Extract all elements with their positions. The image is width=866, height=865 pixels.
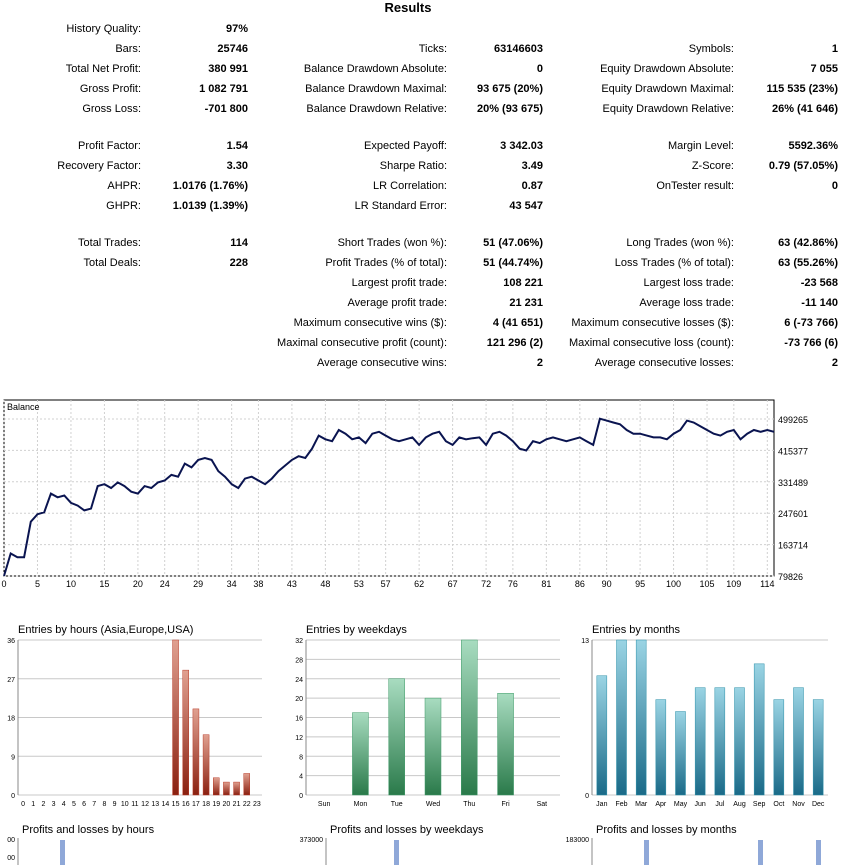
stat-value: 63146603 [494,43,543,55]
y-tick-label: 415377 [778,446,809,457]
x-tick-label: 67 [447,579,458,589]
stat-label: Gross Profit: [79,83,141,95]
profits-losses-by-weekdays-chart [280,820,570,865]
x-tick-label: May [673,801,688,808]
bar [461,640,477,795]
stat-value: 121 296 (2) [486,337,543,349]
y-tick-label: 79826 [778,572,804,582]
stat-label: Average profit trade: [347,297,447,309]
x-tick-label: 86 [574,579,585,589]
bar [244,773,250,795]
x-tick-label: 105 [699,579,715,589]
bar [813,700,823,795]
x-tick-label: 17 [192,801,200,808]
stat-label: Long Trades (won %): [626,237,734,249]
stat-label: Total Trades: [78,237,141,249]
x-tick-label: 48 [320,579,331,589]
stat-label: OnTester result: [656,180,734,192]
stat-label: LR Standard Error: [354,200,447,212]
x-tick-label: 18 [202,801,210,808]
y-tick-label: 16 [295,715,303,723]
stat-label: Average consecutive wins: [316,357,447,369]
stat-value: 63 (42.86%) [778,237,838,249]
x-tick-label: 5 [71,801,76,808]
stat-label: Bars: [115,43,141,55]
stat-value: 1 [831,43,838,55]
stat-value: -701 800 [204,103,248,115]
x-tick-label: Aug [733,801,746,808]
y-tick-label: 499265 [778,415,809,425]
x-tick-label: 20 [222,801,231,808]
stat-label: Symbols: [688,43,734,55]
y-tick-label: 0 [11,793,15,800]
stat-value: 4 (41 651) [492,317,543,329]
bar [389,679,405,795]
x-tick-label: 53 [353,579,364,589]
bar [715,688,725,795]
bar [394,840,399,865]
x-tick-label: Sat [536,801,548,808]
x-tick-label: Apr [655,801,667,808]
y-tick-label: 18 [7,715,15,723]
stat-label: Balance Drawdown Absolute: [303,63,447,75]
stat-label: Maximal consecutive loss (count): [568,337,734,349]
bar [597,676,607,795]
y-tick-label: 247601 [778,509,809,520]
stat-value: 0.87 [521,180,543,192]
chart-title: Balance [7,402,40,412]
bar [352,713,368,795]
x-tick-label: Dec [811,801,825,808]
stat-value: 26% (41 646) [771,103,838,115]
y-tick-label: 4 [299,773,303,781]
bar [758,840,763,865]
bar [816,840,821,865]
x-tick-label: 38 [253,579,264,589]
stat-label: Ticks: [418,43,447,55]
y-tick-label: 12 [295,734,303,742]
bar [636,640,646,795]
bar [794,688,804,795]
chart-title: Profits and losses by weekdays [330,824,484,836]
chart-title: Profits and losses by hours [22,824,155,836]
stat-value: 114 [230,237,248,249]
stat-value: -73 766 (6) [784,337,838,349]
stat-label: Loss Trades (% of total): [614,257,734,269]
stat-label: GHPR: [106,200,141,212]
stat-label: Balance Drawdown Relative: [306,103,447,115]
x-tick-label: 14 [161,801,170,808]
stat-label: Maximum consecutive wins ($): [293,317,447,329]
x-tick-label: 23 [253,801,261,808]
x-tick-label: 1 [31,801,36,808]
x-tick-label: Sep [752,801,766,808]
y-tick-label: 0 [299,793,303,800]
stat-value: 3.49 [521,160,543,172]
y-tick-label: 8 [299,754,303,762]
bar [213,778,219,795]
stat-label: AHPR: [107,180,141,192]
y-tick-label: 00 [7,837,15,844]
stat-value: 21 231 [509,297,543,309]
stat-label: Largest loss trade: [643,277,734,289]
y-tick-label: 9 [11,754,15,762]
x-tick-label: 9 [112,801,117,808]
stat-label: Average consecutive losses: [594,357,734,369]
y-tick-label: 24 [295,676,303,684]
stat-value: 6 (-73 766) [784,317,838,329]
bar [617,640,627,795]
stat-label: Profit Factor: [78,140,141,152]
x-tick-label: Fri [501,801,510,808]
bar [735,688,745,795]
stat-value: 20% (93 675) [476,103,543,115]
x-tick-label: 11 [131,801,139,808]
stat-value: -11 140 [801,297,838,309]
stat-value: 1.0139 (1.39%) [172,200,248,212]
x-tick-label: Nov [792,801,805,808]
y-tick-label: 13 [581,638,589,645]
entries-by-hours-chart [0,620,280,816]
y-tick-label: 36 [7,638,15,645]
bar [644,840,649,865]
x-tick-label: 19 [212,801,221,808]
x-tick-label: 16 [181,801,190,808]
stat-value: 3 342.03 [500,140,543,152]
x-tick-label: 57 [380,579,391,589]
profits-losses-by-hours-chart [0,820,280,865]
x-tick-label: 12 [141,801,149,808]
chart-title: Entries by hours (Asia,Europe,USA) [18,624,194,636]
plot-frame [4,400,774,576]
stat-label: Total Deals: [83,257,141,269]
entries-by-months-chart [566,620,866,816]
x-tick-label: 2 [41,801,46,808]
x-tick-label: 72 [481,579,492,589]
stat-label: Maximal consecutive profit (count): [277,337,447,349]
y-tick-label: 32 [295,638,303,645]
stat-label: Gross Loss: [82,103,141,115]
stat-label: Expected Payoff: [364,140,447,152]
x-tick-label: 21 [232,801,241,808]
stat-value: 63 (55.26%) [778,257,838,269]
x-tick-label: Jun [694,801,706,808]
x-tick-label: 10 [65,579,76,589]
x-tick-label: 34 [226,579,237,589]
stat-value: 380 991 [208,63,248,75]
bar [676,712,686,795]
chart-title: Entries by months [592,624,681,636]
chart-title: Entries by weekdays [306,624,407,636]
stat-label: Equity Drawdown Absolute: [600,63,734,75]
x-tick-label: 8 [102,801,107,808]
x-tick-label: Thu [463,801,476,808]
stat-value: 115 535 (23%) [766,83,838,95]
y-tick-label: 00 [7,855,15,862]
stat-value: 1.54 [226,140,248,152]
stat-value: 1 082 791 [199,83,248,95]
profits-losses-by-months-chart [566,820,866,865]
stat-label: Margin Level: [667,140,734,152]
stat-label: Maximum consecutive losses ($): [571,317,734,329]
bar [203,735,209,795]
x-tick-label: 7 [92,801,97,808]
x-tick-label: Mar [635,801,648,808]
x-tick-label: 90 [601,579,612,589]
y-tick-label: 183000 [566,837,589,844]
x-tick-label: 5 [34,579,40,589]
bar [425,698,441,795]
x-tick-label: Jul [715,801,725,808]
stat-value: 0.79 (57.05%) [768,160,838,172]
x-tick-label: 15 [99,579,110,589]
stat-label: Sharpe Ratio: [379,160,447,172]
stat-value: 51 (44.74%) [483,257,543,269]
x-tick-label: 76 [507,579,518,589]
x-tick-label: Sun [317,801,331,808]
x-tick-label: 0 [1,579,7,589]
stat-value: 3.30 [226,160,248,172]
stat-value: 51 (47.06%) [483,237,543,249]
stat-label: Equity Drawdown Maximal: [601,83,734,95]
x-tick-label: 10 [120,801,129,808]
stat-value: 0 [831,180,838,192]
stat-value: 2 [536,357,543,369]
x-tick-label: Mon [353,801,368,808]
bar [754,664,764,795]
report-title: Results [384,0,432,15]
stat-label: Short Trades (won %): [337,237,447,249]
y-tick-label: 27 [7,676,15,684]
x-tick-label: 43 [286,579,297,589]
stat-value: 93 675 (20%) [476,83,543,95]
stat-label: Largest profit trade: [351,277,447,289]
bar [223,782,229,795]
x-tick-label: 100 [666,579,682,589]
stat-label: Recovery Factor: [57,160,141,172]
bar [695,688,705,795]
entries-by-weekdays-chart [280,620,570,816]
x-tick-label: 29 [193,579,204,589]
bar [656,700,666,795]
x-tick-label: 15 [171,801,180,808]
x-tick-label: 13 [151,801,160,808]
chart-title: Profits and losses by months [596,824,737,836]
x-tick-label: 3 [51,801,56,808]
stat-label: Total Net Profit: [65,63,141,75]
x-tick-label: Jan [596,801,608,808]
stat-label: Equity Drawdown Relative: [602,103,734,115]
x-tick-label: 95 [635,579,646,589]
stat-label: Profit Trades (% of total): [325,257,447,269]
bar [498,693,514,795]
stat-label: LR Correlation: [373,180,447,192]
x-tick-label: 109 [726,579,742,589]
stat-label: History Quality: [66,23,141,35]
stat-value: 7 055 [810,63,838,75]
x-tick-label: 62 [414,579,425,589]
y-tick-label: 331489 [778,477,809,488]
bar [183,670,189,795]
x-tick-label: 24 [159,579,170,589]
y-tick-label: 373000 [299,837,323,844]
x-tick-label: 114 [760,579,775,589]
x-tick-label: Oct [773,801,785,808]
stat-label: Average loss trade: [639,297,734,309]
x-tick-label: 0 [21,801,26,808]
stat-value: -23 568 [800,277,838,289]
stat-value: 5592.36% [788,140,838,152]
y-tick-label: 28 [295,657,303,665]
bar [774,700,784,795]
stat-label: Z-Score: [691,160,734,172]
bar [234,782,240,795]
x-tick-label: 81 [541,579,552,589]
x-tick-label: 22 [242,801,251,808]
stat-value: 2 [831,357,838,369]
stat-value: 1.0176 (1.76%) [172,180,248,192]
y-tick-label: 0 [585,793,589,800]
x-tick-label: Tue [390,801,403,808]
x-tick-label: 20 [132,579,143,589]
stat-value: 25746 [217,43,248,55]
x-tick-label: Wed [425,801,441,808]
stat-value: 97% [225,23,248,35]
stat-value: 0 [536,63,543,75]
x-tick-label: 6 [82,801,87,808]
balance-chart [0,398,866,598]
x-tick-label: 4 [61,801,66,808]
bar [60,840,65,865]
y-tick-label: 163714 [778,540,809,551]
stat-label: Balance Drawdown Maximal: [305,83,447,95]
stat-value: 108 221 [503,277,543,289]
bar [173,640,179,795]
stat-value: 43 547 [509,200,543,212]
stat-value: 228 [229,257,248,269]
y-tick-label: 20 [295,696,303,704]
x-tick-label: Feb [615,801,628,808]
bar [193,709,199,795]
